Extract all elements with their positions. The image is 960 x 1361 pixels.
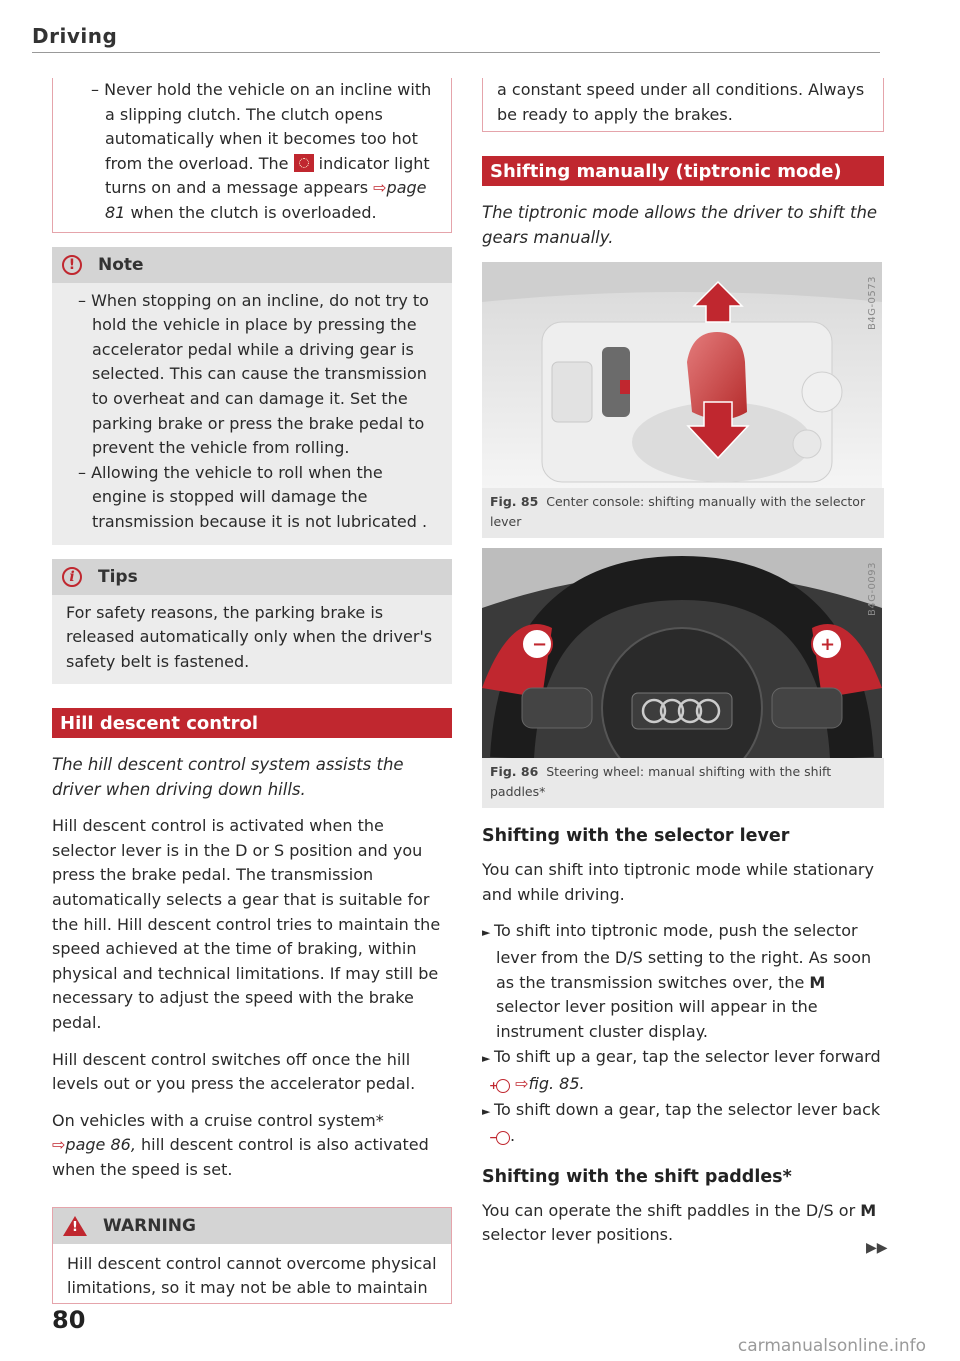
list-item: – When stopping on an incline, do not try to hold the vehicle in place by pressing the accelerator pedal while a driving gear is selected. This can cause the transmission to overheat and can damage it. Set the parking brake or press the brake pedal to prevent the vehicle from rolling. xyxy=(66,289,440,461)
warning-text: Hill descent control cannot overcome physical limitations, so it may not be able to maintain xyxy=(67,1253,437,1298)
list-item: ► To shift up a gear, tap the selector lever forward + ⇨fig. 85. xyxy=(482,1045,884,1096)
warning-title: WARNING xyxy=(103,1215,196,1236)
list-item: – Allowing the vehicle to roll when the engine is stopped will damage the transmission because it is not lubricated . xyxy=(66,461,440,535)
tips-callout xyxy=(52,559,452,685)
svg-text:−: − xyxy=(532,634,548,656)
plus-circle-icon: + xyxy=(496,1079,510,1093)
warning-callout xyxy=(52,1207,452,1304)
figure-link[interactable]: fig. 85. xyxy=(528,1073,585,1093)
figure-85 xyxy=(482,262,884,538)
subheading-selector-lever: Shifting with the selector lever xyxy=(482,826,790,847)
paragraph: You can operate the shift paddles in the D/S or M selector lever positions. xyxy=(482,1200,877,1245)
warning-continuation-box xyxy=(52,78,452,233)
tips-title: Tips xyxy=(98,566,138,587)
note-callout xyxy=(52,247,452,545)
paragraph: You can shift into tiptronic mode while stationary and while driving. xyxy=(482,860,874,904)
paragraph: Hill descent control switches off once the hill levels out or you press the accelerator pedal. xyxy=(52,1049,416,1094)
page-link[interactable]: page 86, xyxy=(65,1135,136,1155)
figure-86 xyxy=(482,548,884,808)
clutch-indicator-icon xyxy=(294,154,314,172)
section-heading-hill-descent: Hill descent control xyxy=(52,708,452,738)
steps-list xyxy=(482,919,884,1148)
note-icon: ! xyxy=(62,255,82,275)
list-item: ► To shift into tiptronic mode, push the selector lever from the D/S setting to the right. As soon as the transmission switches over, the M selector lever position will appear in the instrument cluster display. xyxy=(482,919,884,1044)
page-link[interactable]: page 81 xyxy=(105,178,427,222)
svg-text:+: + xyxy=(820,634,836,656)
center-console-image xyxy=(482,262,882,488)
subheading-shift-paddles: Shifting with the shift paddles* xyxy=(482,1166,792,1187)
image-code: B4G-0573 xyxy=(867,276,878,331)
section-lead: The hill descent control system assists the driver when driving down hills. xyxy=(52,755,404,800)
figure-caption: Fig. 86 Steering wheel: manual shifting with the shift paddles* xyxy=(482,758,884,808)
continue-arrow-icon: ▶▶ xyxy=(866,1240,888,1256)
section-heading-tiptronic: Shifting manually (tiptronic mode) xyxy=(482,156,884,186)
tips-icon: i xyxy=(62,567,82,587)
minus-circle-icon: − xyxy=(496,1131,510,1145)
header-divider xyxy=(32,52,880,53)
watermark: carmanualsonline.info xyxy=(737,1336,926,1356)
image-code: B4G-0093 xyxy=(867,562,878,617)
right-column xyxy=(482,78,884,1260)
paragraph: On vehicles with a cruise control system* ⇨page 86, hill descent control is also activated when the speed is set. xyxy=(52,1110,429,1179)
left-column xyxy=(52,78,452,1304)
steering-wheel-image xyxy=(482,548,882,758)
figure-caption: Fig. 85 Center console: shifting manually with the selector lever xyxy=(482,488,884,538)
tips-text: For safety reasons, the parking brake is released automatically only when the driver's safety belt is fastened. xyxy=(66,602,433,671)
list-item: ► To shift down a gear, tap the selector lever back − . xyxy=(482,1098,884,1149)
note-title: Note xyxy=(98,254,144,275)
page-header-title: Driving xyxy=(32,24,118,48)
warning-icon xyxy=(63,1216,87,1236)
paragraph: Hill descent control is activated when the selector lever is in the D or S position and you press the brake pedal. The transmission automatically selects a gear that is suitable for the hill. Hill descent control tries to maintain the speed achieved at the time of braking, within physical and technical limitations. If may still be necessary to adjust the speed with the brake pedal. xyxy=(52,816,441,1033)
warning-continuation-text: a constant speed under all conditions. Always be ready to apply the brakes. xyxy=(497,80,865,124)
section-lead: The tiptronic mode allows the driver to shift the gears manually. xyxy=(482,203,878,248)
warning-continuation-box xyxy=(482,78,884,132)
page-number: 80 xyxy=(52,1306,86,1334)
list-item: – Never hold the vehicle on an incline with a slipping clutch. The clutch opens automatically when it becomes too hot from the overload. The indicator light turns on and a message appears ⇨page 81 when the clutch is overloaded. xyxy=(79,78,435,226)
